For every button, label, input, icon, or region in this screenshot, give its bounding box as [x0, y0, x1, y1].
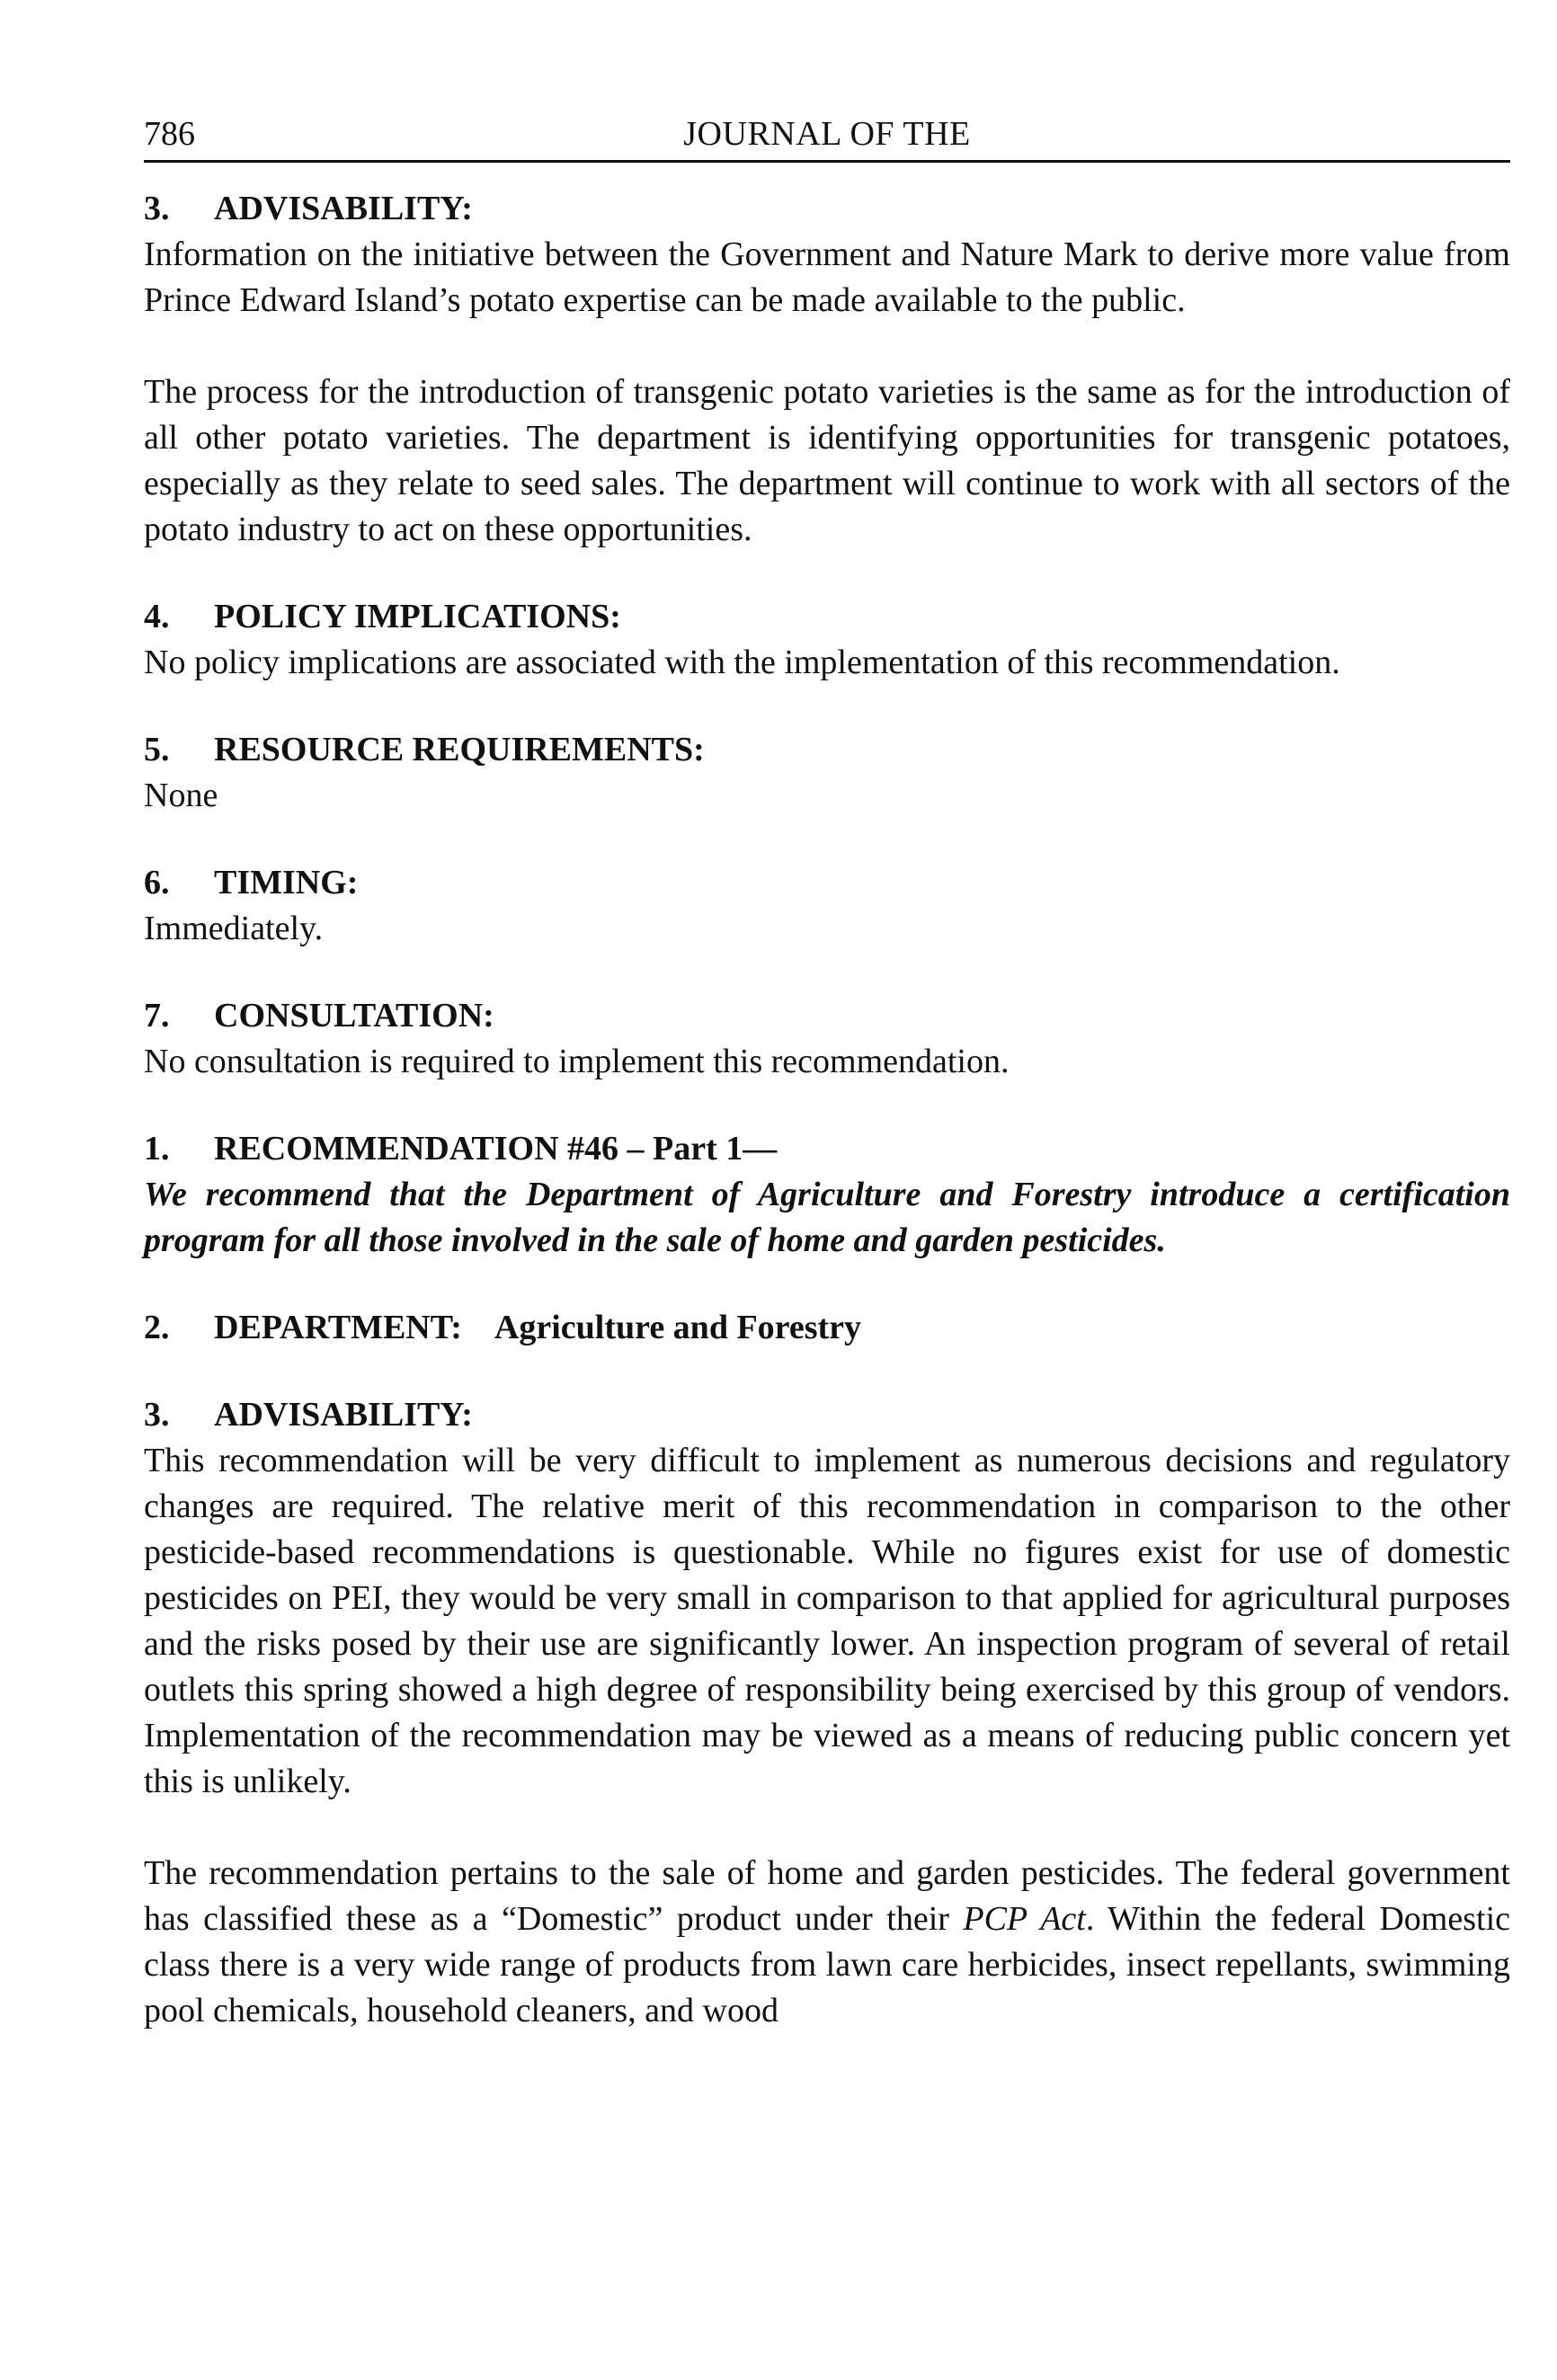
- section-heading: 7. CONSULTATION:: [144, 997, 494, 1035]
- section-advisability-1: [144, 186, 1510, 553]
- section-advisability-2: [144, 1392, 1510, 2034]
- recommendation-text: We recommend that the Department of Agriculture and Forestry introduce a certification program for all those involved in the sale of home and garden pesticides.: [144, 1176, 1510, 1259]
- section-recommendation-46: [144, 1126, 1510, 1264]
- paragraph: The process for the introduction of transgenic potato varieties is the same as for the introduction of all other potato varieties. The department is identifying opportunities for transgenic potatoes, especially as they relate to seed sales. The department will continue to work with all sectors of the potato industry to act on these opportunities.: [144, 373, 1510, 548]
- running-header: [144, 108, 1510, 163]
- section-heading: 4. POLICY IMPLICATIONS:: [144, 598, 621, 635]
- section-consultation: [144, 993, 1510, 1085]
- section-timing: [144, 860, 1510, 952]
- document-page: [144, 108, 1510, 2075]
- document-body: [144, 186, 1510, 2034]
- paragraph: The recommendation pertains to the sale of home and garden pesticides. The federal government has classified these as a “Domestic” product under their PCP Act. Within the federal Domestic class there is a very wide range of products from lawn care herbicides, insect repellants, swimming pool chemicals, household cleaners, and wood: [144, 1854, 1510, 2029]
- department-value: Agriculture and Forestry: [494, 1309, 862, 1346]
- section-department: [144, 1305, 1510, 1351]
- page-number: 786: [144, 115, 195, 153]
- section-heading: 5. RESOURCE REQUIREMENTS:: [144, 731, 705, 768]
- section-heading: 6. TIMING:: [144, 864, 359, 901]
- paragraph: Immediately.: [144, 910, 324, 947]
- section-heading: 3. ADVISABILITY:: [144, 1396, 473, 1434]
- act-name: PCP Act: [963, 1900, 1086, 1938]
- journal-title: JOURNAL OF THE: [683, 115, 971, 153]
- paragraph: No policy implications are associated with the implementation of this recommendation.: [144, 644, 1340, 681]
- section-heading: 1. RECOMMENDATION #46 – Part 1—: [144, 1130, 778, 1168]
- section-heading: 3. ADVISABILITY:: [144, 190, 473, 227]
- paragraph: This recommendation will be very difficult to implement as numerous decisions and regulatory changes are required. The relative merit of this recommendation in comparison to the other pesticide-based recommendations is questionable. While no figures exist for use of domestic pesticides on PEI, they would be very small in comparison to that applied for agricultural purposes and the risks posed by their use are significantly lower. An inspection program of several of retail outlets this spring showed a high degree of responsibility being exercised by this group of vendors. Implementation of the recommendation may be viewed as a means of reducing public concern yet this is unlikely.: [144, 1442, 1510, 1800]
- paragraph: None: [144, 777, 218, 814]
- paragraph: No consultation is required to implement this recommendation.: [144, 1043, 1010, 1080]
- paragraph: Information on the initiative between the Government and Nature Mark to derive more value from Prince Edward Island’s potato expertise can be made available to the public.: [144, 235, 1510, 319]
- section-heading: 2. DEPARTMENT: Agriculture and Forestry: [144, 1309, 862, 1346]
- section-resource-requirements: [144, 727, 1510, 819]
- section-policy-implications: [144, 594, 1510, 686]
